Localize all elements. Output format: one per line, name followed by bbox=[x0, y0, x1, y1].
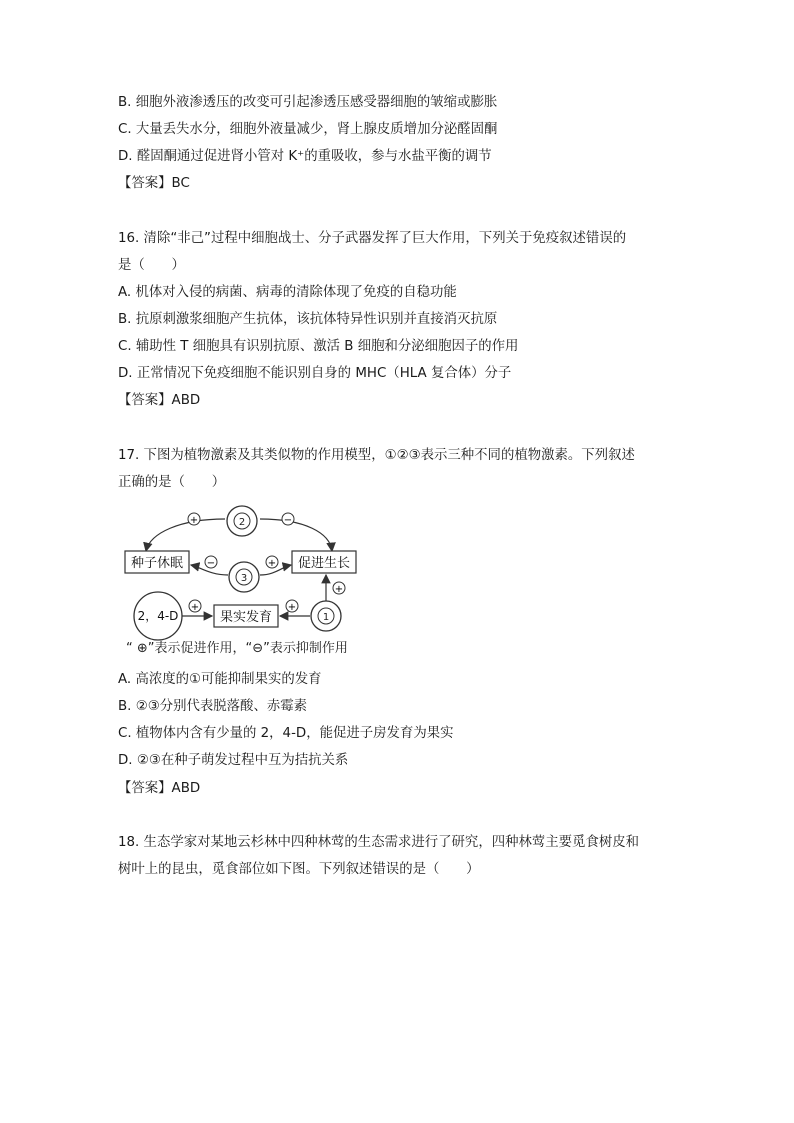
hormone-diagram bbox=[120, 505, 400, 660]
q17-answer: 【答案】ABD bbox=[118, 781, 201, 796]
node-fruit-development bbox=[214, 605, 278, 627]
plus-sign-1-fruit bbox=[286, 600, 298, 613]
q15-option-c: C. 大量丢失水分，细胞外液量减少，肾上腺皮质增加分泌醛固酮 bbox=[118, 122, 498, 137]
svg-text:+: + bbox=[334, 584, 344, 595]
arrow-2-to-growth bbox=[260, 519, 332, 551]
plus-sign-1-up bbox=[333, 582, 345, 595]
svg-text:果实发育: 果实发育 bbox=[219, 610, 273, 625]
q16-option-d: D. 正常情况下免疫细胞不能识别自身的 MHC（HLA 复合体）分子 bbox=[118, 366, 512, 381]
minus-sign-3-left bbox=[205, 556, 217, 569]
circle-hormone-3 bbox=[229, 562, 259, 592]
circle-hormone-2 bbox=[227, 506, 257, 536]
svg-text:−: − bbox=[206, 558, 216, 569]
minus-sign-top-right bbox=[282, 513, 294, 526]
svg-text:−: − bbox=[283, 515, 293, 526]
diagram-legend: “ ⊕”表示促进作用，“⊖”表示抑制作用 bbox=[126, 641, 348, 656]
q16-option-b: B. 抗原刺激浆细胞产生抗体，该抗体特异性识别并直接消灭抗原 bbox=[118, 312, 498, 327]
plus-sign-3-right bbox=[266, 556, 278, 569]
q17-option-c: C. 植物体内含有少量的 2，4-D，能促进子房发育为果实 bbox=[118, 726, 454, 741]
node-24d bbox=[134, 592, 182, 640]
q17-option-b: B. ②③分别代表脱落酸、赤霉素 bbox=[118, 699, 308, 714]
svg-text:2，4-D: 2，4-D bbox=[137, 609, 179, 623]
node-seed-dormancy bbox=[125, 551, 189, 573]
svg-text:+: + bbox=[267, 558, 277, 569]
arrow-2-to-seed bbox=[146, 519, 225, 551]
svg-text:1: 1 bbox=[322, 612, 330, 623]
q17-option-a: A. 高浓度的①可能抑制果实的发育 bbox=[118, 672, 322, 687]
svg-text:2: 2 bbox=[238, 517, 246, 528]
q16-answer: 【答案】ABD bbox=[118, 393, 201, 408]
svg-text:3: 3 bbox=[240, 573, 248, 584]
svg-text:+: + bbox=[189, 515, 199, 526]
q17-option-d: D. ②③在种子萌发过程中互为拮抗关系 bbox=[118, 753, 349, 768]
q18-stem-line2: 树叶上的昆虫，觅食部位如下图。下列叙述错误的是（ ） bbox=[118, 862, 480, 877]
plus-sign-24d bbox=[189, 600, 201, 613]
plus-sign-top-left bbox=[188, 513, 200, 526]
q15-option-b: B. 细胞外液渗透压的改变可引起渗透压感受器细胞的皱缩或膨胀 bbox=[118, 95, 498, 110]
svg-text:种子休眠: 种子休眠 bbox=[130, 556, 184, 571]
q15-answer: 【答案】BC bbox=[118, 176, 190, 191]
q17-stem-line1: 17. 下图为植物激素及其类似物的作用模型，①②③表示三种不同的植物激素。下列叙述 bbox=[118, 448, 635, 463]
q15-option-d: D. 醛固酮通过促进肾小管对 K⁺的重吸收，参与水盐平衡的调节 bbox=[118, 149, 492, 164]
circle-hormone-1 bbox=[311, 601, 341, 631]
q16-option-c: C. 辅助性 T 细胞具有识别抗原、激活 B 细胞和分泌细胞因子的作用 bbox=[118, 339, 519, 354]
svg-text:+: + bbox=[190, 602, 200, 613]
svg-text:+: + bbox=[287, 602, 297, 613]
svg-text:促进生长: 促进生长 bbox=[297, 556, 351, 571]
q16-stem-line1: 16. 清除“非己”过程中细胞战士、分子武器发挥了巨大作用，下列关于免疫叙述错误的 bbox=[118, 231, 627, 246]
q16-stem-line2: 是（ ） bbox=[118, 258, 185, 273]
q18-stem-line1: 18. 生态学家对某地云杉林中四种林莺的生态需求进行了研究，四种林莺主要觅食树皮和 bbox=[118, 835, 640, 850]
q16-option-a: A. 机体对入侵的病菌、病毒的清除体现了免疫的自稳功能 bbox=[118, 285, 457, 300]
node-promote-growth bbox=[292, 551, 356, 573]
q17-stem-line2: 正确的是（ ） bbox=[118, 475, 226, 490]
